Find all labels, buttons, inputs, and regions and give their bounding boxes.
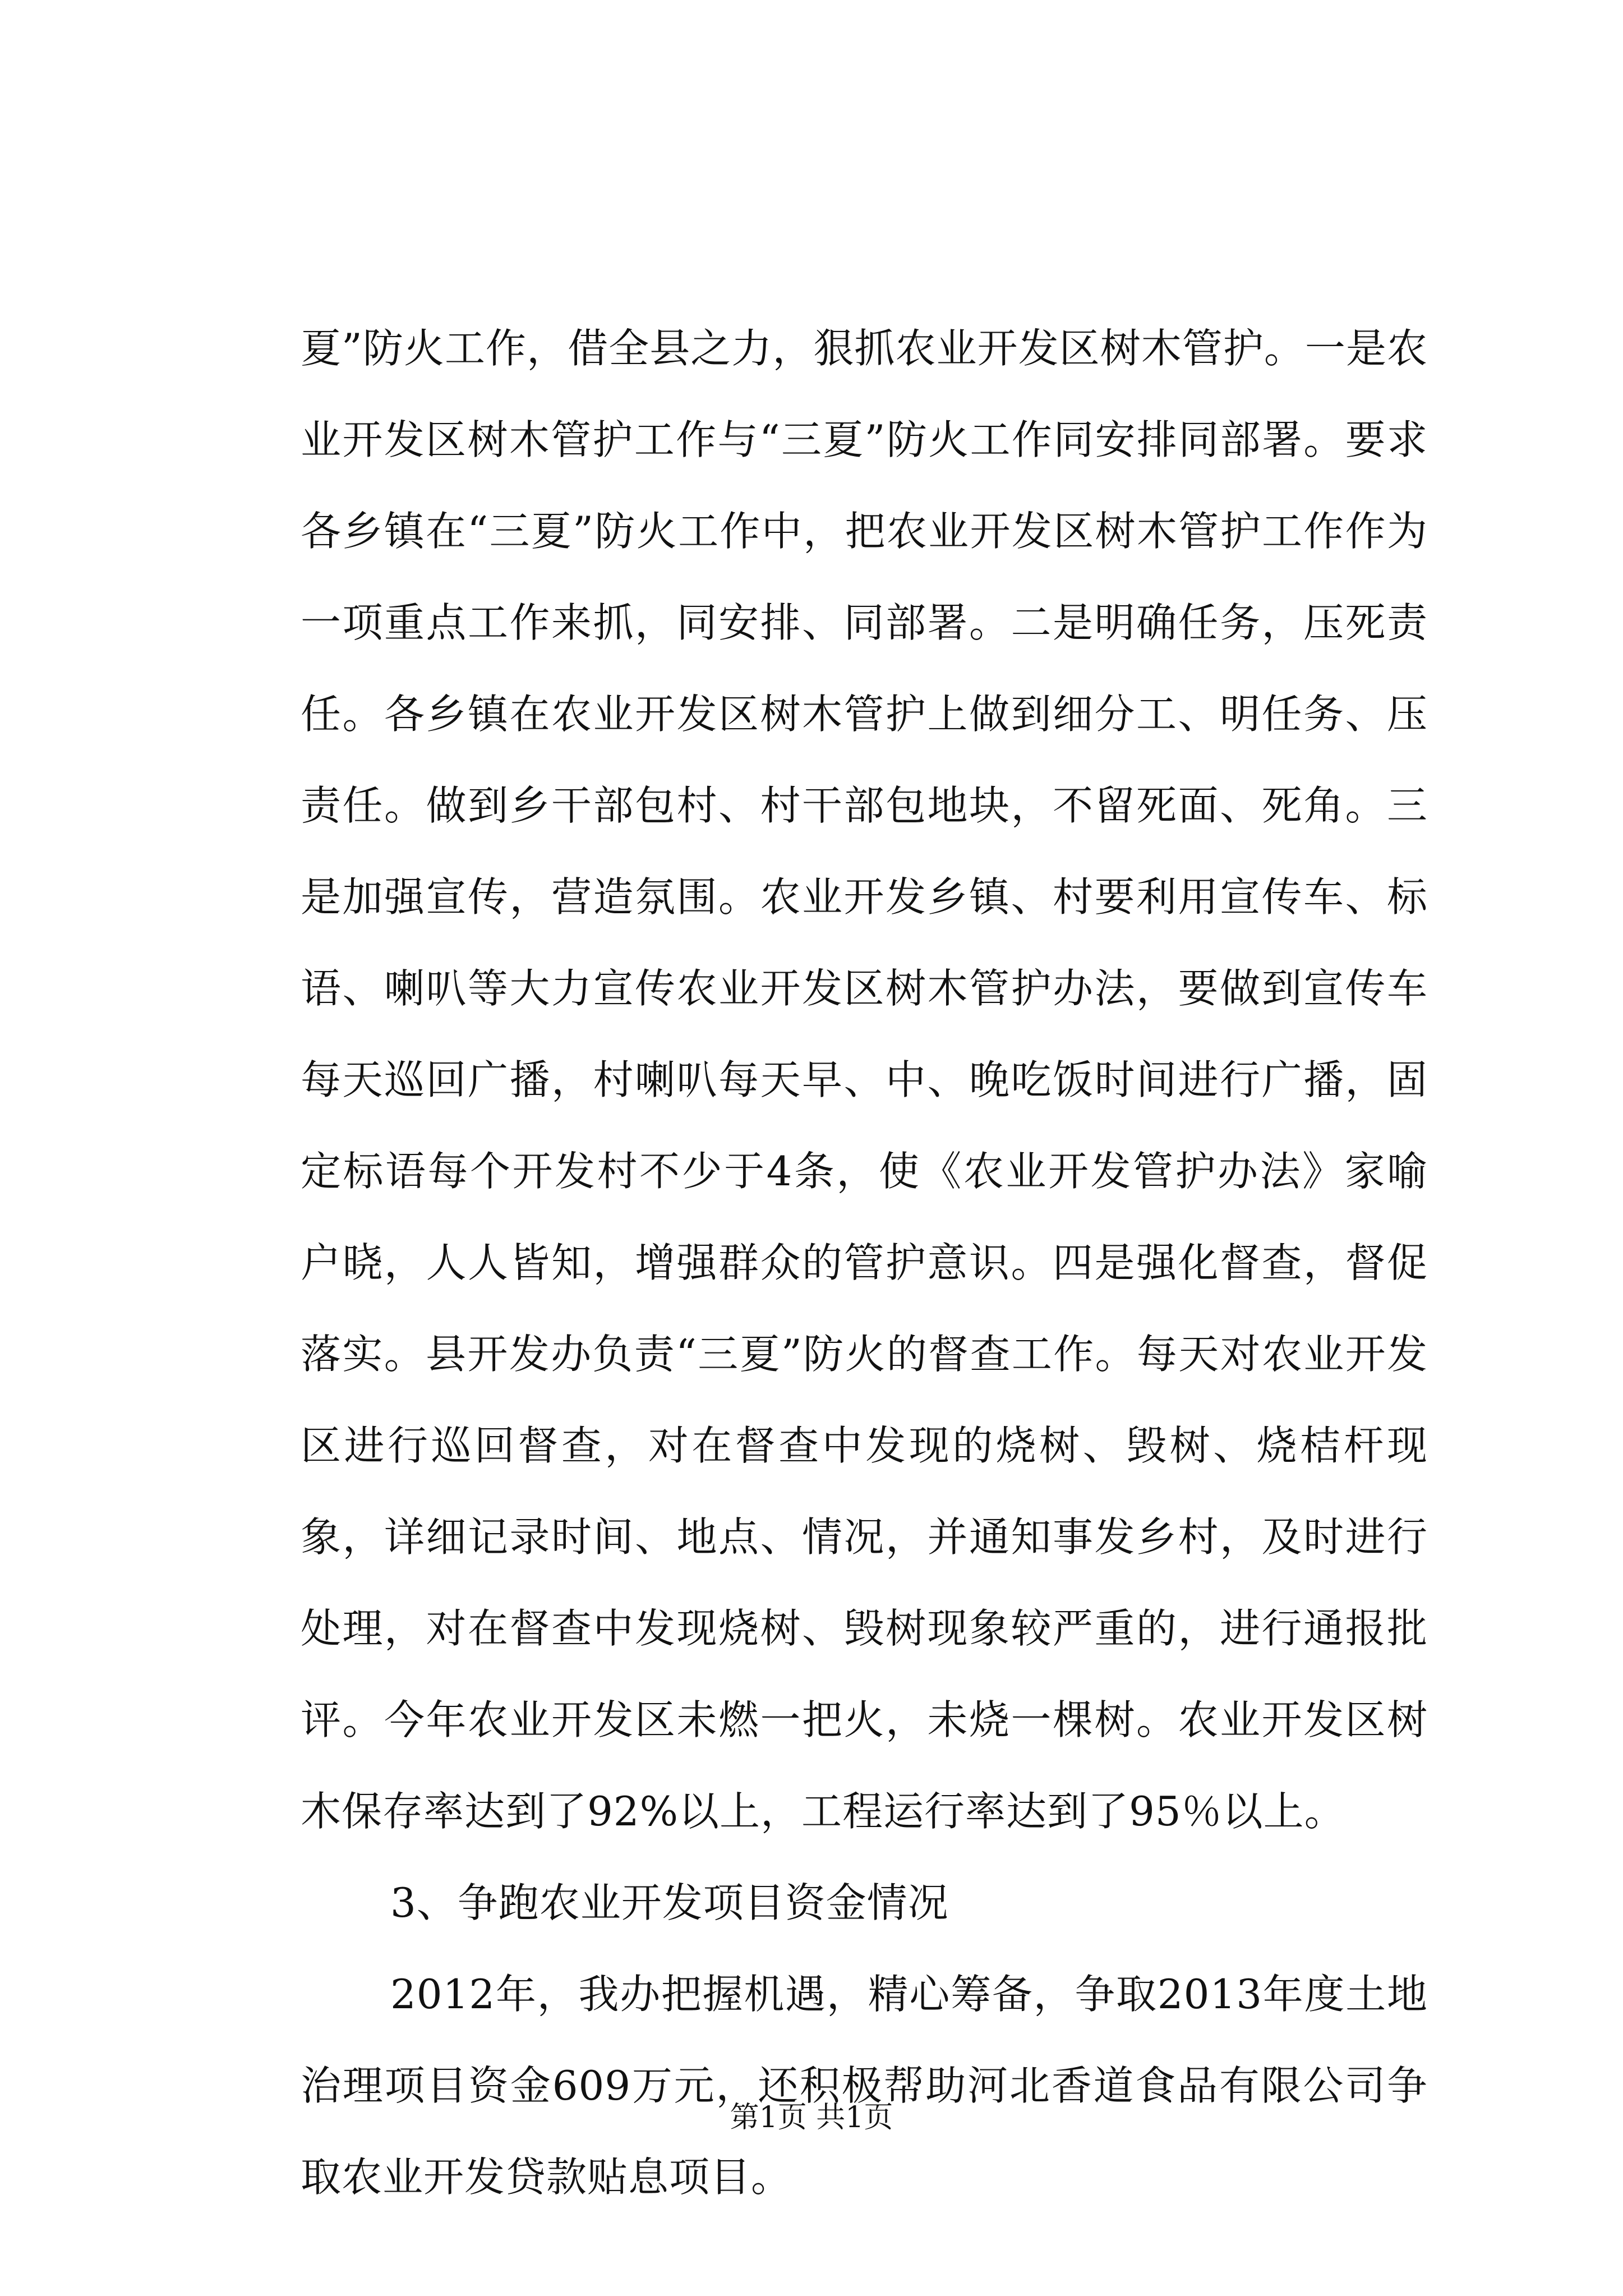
paragraph-tree-management: 夏”防火工作，借全县之力，狠抓农业开发区树木管护。一是农业开发区树木管护工作与“三夏”防火工作同安排同部署。要求各乡镇在“三夏”防火工作中，把农业开发区树木管护工作作为一项重点工作来抓，同安排、同部署。二是明确任务，压死责任。各乡镇在农业开发区树木管护上做到细分工、明任务、压责任。做到乡干部包村、村干部包地块，不留死面、死角。三是加强宣传，营造氛围。农业开发乡镇、村要利用宣传车、标语、喇叭等大力宣传农业开发区树木管护办法，要做到宣传车每天巡回广播，村喇叭每天早、中、晚吃饭时间进行广播，固定标语每个开发村不少于4条，使《农业开发管护办法》家喻户晓，人人皆知，增强群众的管护意识。四是强化督查，督促落实。县开发办负责“三夏”防火的督查工作。每天对农业开发区进行巡回督查，对在督查中发现的烧树、毁树、烧桔杆现象，详细记录时间、地点、情况，并通知事发乡村，及时进行处理，对在督查中发现烧树、毁树现象较严重的，进行通报批评。今年农业开发区未燃一把火，未烧一棵树。农业开发区树木保存率达到了92%以上，工程运行率达到了95％以上。 [301,325,1428,1835]
document-body [301,303,1428,2223]
paragraph-project-funds: 2012年，我办把握机遇，精心筹备，争取2013年度土地治理项目资金609万元，还积极帮助河北香道食品有限公司争取农业开发贷款贴息项目。 [301,1971,1428,2201]
page-footer: 第1页 共1页 [730,2101,893,2134]
section-heading-project-funds: 3、争跑农业开发项目资金情况 [390,1879,949,1926]
